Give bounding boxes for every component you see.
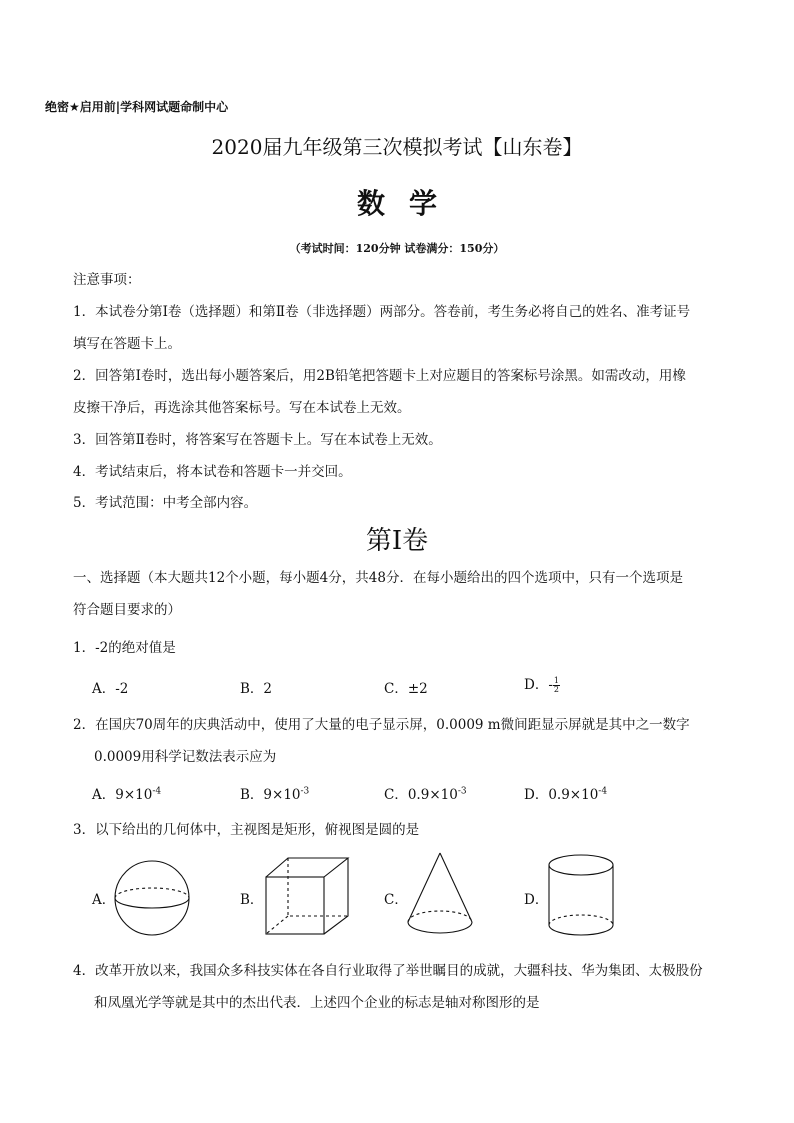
option-b [240,783,309,803]
option-value: 0.9×10 [407,787,458,803]
option-value: 9×10 [263,787,301,803]
exam-title: 2020届九年级第三次模拟考试【山东卷】 [211,135,583,159]
cylinder-icon [545,852,617,940]
note-line: 4．考试结束后，将本试卷和答题卡一并交回。 [73,464,352,480]
exponent: -3 [457,786,467,797]
section-instruction: 一、选择题（本大题共12个小题，每小题4分，共48分．在每小题给出的四个选项中，只有一个选项是 [73,570,683,586]
exponent: -3 [300,786,310,797]
sphere-icon [112,858,192,938]
option-c: C． [384,892,408,908]
question-stem: 1．-2的绝对值是 [73,640,176,656]
option-a: A． [92,892,116,908]
question-stem: 0.0009用科学记数法表示应为 [94,749,277,765]
exponent: -4 [152,786,162,797]
question-stem: 2．在国庆70周年的庆典活动中，使用了大量的电子显示屏，0.0009 m微间距显示屏就是其中之一数字 [73,717,690,733]
option-c: C．±2 [384,681,428,697]
subject-title: 数学 [356,187,461,220]
question-stem: 和凤凰光学等就是其中的杰出代表．上述四个企业的标志是轴对称图形的是 [94,995,540,1011]
option-d [524,783,607,803]
option-b: B．2 [240,681,273,697]
note-line: 2．回答第Ⅰ卷时，选出每小题答案后，用2B铅笔把答题卡上对应题目的答案标号涂黑。如需改动，用橡 [73,368,686,384]
option-value: 0.9×10 [548,787,599,803]
fraction [553,677,560,694]
note-line: 1．本试卷分第Ⅰ卷（选择题）和第Ⅱ卷（非选择题）两部分。答卷前，考生务必将自己的姓名、准考证号 [73,304,691,320]
section-title: 第Ⅰ卷 [365,526,429,556]
option-b: B． [240,892,264,908]
fraction-numerator: 1 [553,676,559,685]
option-label: C． [384,787,408,803]
note-line: 3．回答第Ⅱ卷时，将答案写在答题卡上。写在本试卷上无效。 [73,432,442,448]
exam-info: （考试时间：120分钟 试卷满分：150分） [289,242,505,255]
note-line: 填写在答题卡上。 [73,336,181,352]
option-value: 9×10 [115,787,153,803]
option-a: A．-2 [92,681,129,697]
option-a [92,783,161,803]
option-label: D． [524,787,549,803]
question-stem: 3．以下给出的几何体中，主视图是矩形，俯视图是圆的是 [73,822,420,838]
option-d [524,673,560,694]
note-line: 5．考试范围：中考全部内容。 [73,495,258,511]
fraction-denominator: 2 [553,685,559,694]
option-label: B． [240,787,264,803]
section-instruction: 符合题目要求的） [73,602,181,618]
cube-icon [262,855,352,937]
cone-icon [404,850,476,938]
notes-heading: 注意事项： [73,272,141,288]
note-line: 皮擦干净后，再选涂其他答案标号。写在本试卷上无效。 [73,400,411,416]
option-label: A． [92,787,116,803]
option-d-prefix: D．- [524,677,553,693]
exponent: -4 [598,786,608,797]
option-c [384,783,467,803]
question-stem: 4．改革开放以来，我国众多科技实体在各自行业取得了举世瞩目的成就，大疆科技、华为集团、太极股份 [73,963,703,979]
option-d: D． [524,892,549,908]
confidential-label: 绝密★启用前|学科网试题命制中心 [45,100,229,114]
